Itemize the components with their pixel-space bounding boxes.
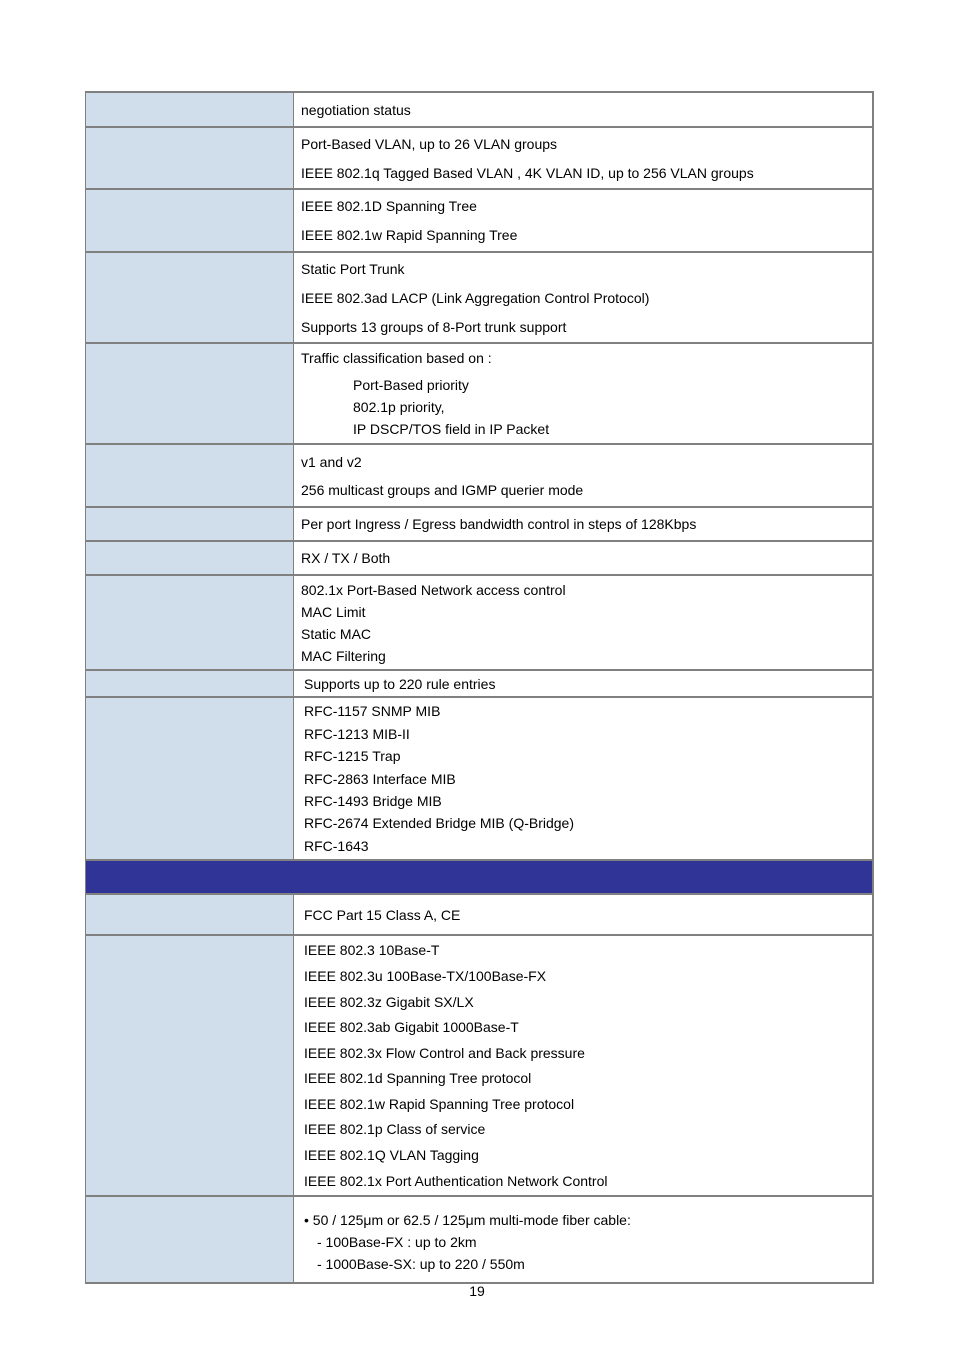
spec-value-line: Per port Ingress / Egress bandwidth control in steps of 128Kbps [301, 516, 697, 532]
spec-value-cell [294, 253, 872, 342]
spec-label-cell [86, 576, 294, 669]
spec-label-cell [86, 895, 294, 934]
spec-label-cell [86, 128, 294, 188]
spec-label-cell [86, 671, 294, 696]
spec-row-spanning-tree [86, 190, 872, 253]
spec-row-trunk [86, 253, 872, 344]
spec-label-cell [86, 344, 294, 443]
spec-value-line: Static MAC [301, 625, 372, 642]
page-number: 19 [469, 1283, 485, 1299]
spec-value-cell [294, 542, 872, 574]
spec-row-negotiation [86, 93, 872, 128]
spec-row-acl [86, 671, 872, 698]
spec-value-line: RFC-2674 Extended Bridge MIB (Q-Bridge) [304, 815, 574, 832]
spec-row-security [86, 576, 872, 671]
spec-value-line: Traffic classification based on : [301, 350, 492, 366]
spec-value-line: IEEE 802.3x Flow Control and Back pressure [304, 1044, 585, 1061]
spec-row-emi [86, 895, 872, 936]
spec-value-line: IEEE 802.1q Tagged Based VLAN , 4K VLAN ID, up to 256 VLAN groups [301, 164, 754, 181]
spec-value-line: Port-Based VLAN, up to 26 VLAN groups [301, 135, 558, 152]
spec-row-vlan [86, 128, 872, 190]
spec-value-cell [294, 1197, 872, 1282]
spec-value-cell [294, 576, 872, 669]
spec-value-line: 802.1x Port-Based Network access control [301, 581, 566, 598]
spec-value-cell [294, 698, 872, 859]
spec-value-line: RX / TX / Both [301, 550, 391, 566]
spec-label-cell [86, 445, 294, 506]
spec-value-line: IP DSCP/TOS field in IP Packet [353, 421, 550, 437]
spec-value-line: FCC Part 15 Class A, CE [304, 906, 461, 923]
section-header-bar [86, 861, 872, 895]
spec-label-cell [86, 542, 294, 574]
spec-value-line: - 1000Base-SX: up to 220 / 550m [317, 1255, 525, 1272]
spec-value-line: MAC Filtering [301, 647, 386, 664]
spec-value-line: IEEE 802.3ad LACP (Link Aggregation Control Protocol) [301, 289, 650, 306]
spec-row-igmp [86, 445, 872, 508]
spec-value-line: IEEE 802.1x Port Authentication Network Control [304, 1172, 608, 1189]
spec-value-cell [294, 128, 872, 188]
spec-label-cell [86, 190, 294, 251]
spec-row-standards [86, 936, 872, 1197]
spec-value-cell [294, 895, 872, 934]
spec-value-line: IEEE 802.3ab Gigabit 1000Base-T [304, 1019, 519, 1036]
spec-label-cell [86, 508, 294, 540]
spec-value-line: Static Port Trunk [301, 260, 405, 277]
spec-value-line: MAC Limit [301, 603, 366, 620]
specification-table [85, 91, 874, 1284]
spec-value-line: negotiation status [301, 101, 411, 118]
spec-value-line: IEEE 802.1w Rapid Spanning Tree protocol [304, 1095, 575, 1112]
spec-row-qos [86, 344, 872, 445]
spec-value-line: IEEE 802.3u 100Base-TX/100Base-FX [304, 967, 547, 984]
spec-row-fiber-cable [86, 1197, 872, 1284]
spec-value-cell [294, 344, 872, 443]
spec-value-line: - 100Base-FX : up to 2km [317, 1233, 477, 1250]
spec-value-cell [294, 936, 872, 1195]
spec-value-line: RFC-2863 Interface MIB [304, 770, 456, 787]
spec-label-cell [86, 1197, 294, 1282]
spec-value-line: • 50 / 125μm or 62.5 / 125μm multi-mode fiber cable: [304, 1211, 631, 1228]
spec-value-line: v1 and v2 [301, 453, 362, 470]
spec-value-line: 256 multicast groups and IGMP querier mode [301, 481, 584, 498]
spec-value-line: RFC-1157 SNMP MIB [304, 703, 441, 720]
spec-value-line: IEEE 802.1Q VLAN Tagging [304, 1147, 479, 1164]
spec-value-line: Port-Based priority [353, 377, 469, 393]
spec-value-line: IEEE 802.1p Class of service [304, 1121, 486, 1138]
spec-label-cell [86, 698, 294, 859]
spec-value-line: IEEE 802.1d Spanning Tree protocol [304, 1070, 532, 1087]
spec-label-cell [86, 253, 294, 342]
spec-value-line: Supports 13 groups of 8-Port trunk support [301, 318, 567, 335]
spec-row-mirror [86, 542, 872, 576]
spec-row-snmp-mib [86, 698, 872, 861]
spec-value-cell [294, 190, 872, 251]
spec-value-cell [294, 93, 872, 126]
spec-value-cell [294, 445, 872, 506]
spec-value-line: IEEE 802.1D Spanning Tree [301, 198, 477, 214]
spec-value-line: RFC-1213 MIB-II [304, 725, 410, 742]
spec-label-cell [86, 93, 294, 126]
spec-value-line: RFC-1643 [304, 837, 369, 854]
spec-label-cell [86, 936, 294, 1195]
spec-value-line: 802.1p priority, [353, 399, 445, 415]
spec-value-line: RFC-1493 Bridge MIB [304, 792, 442, 809]
spec-value-line: IEEE 802.3 10Base-T [304, 942, 440, 959]
spec-row-bandwidth [86, 508, 872, 542]
spec-value-line: IEEE 802.1w Rapid Spanning Tree [301, 227, 518, 243]
spec-value-line: RFC-1215 Trap [304, 748, 401, 765]
spec-value-cell [294, 508, 872, 540]
spec-value-line: Supports up to 220 rule entries [304, 675, 496, 692]
spec-value-cell [294, 671, 872, 696]
spec-value-line: IEEE 802.3z Gigabit SX/LX [304, 993, 474, 1010]
